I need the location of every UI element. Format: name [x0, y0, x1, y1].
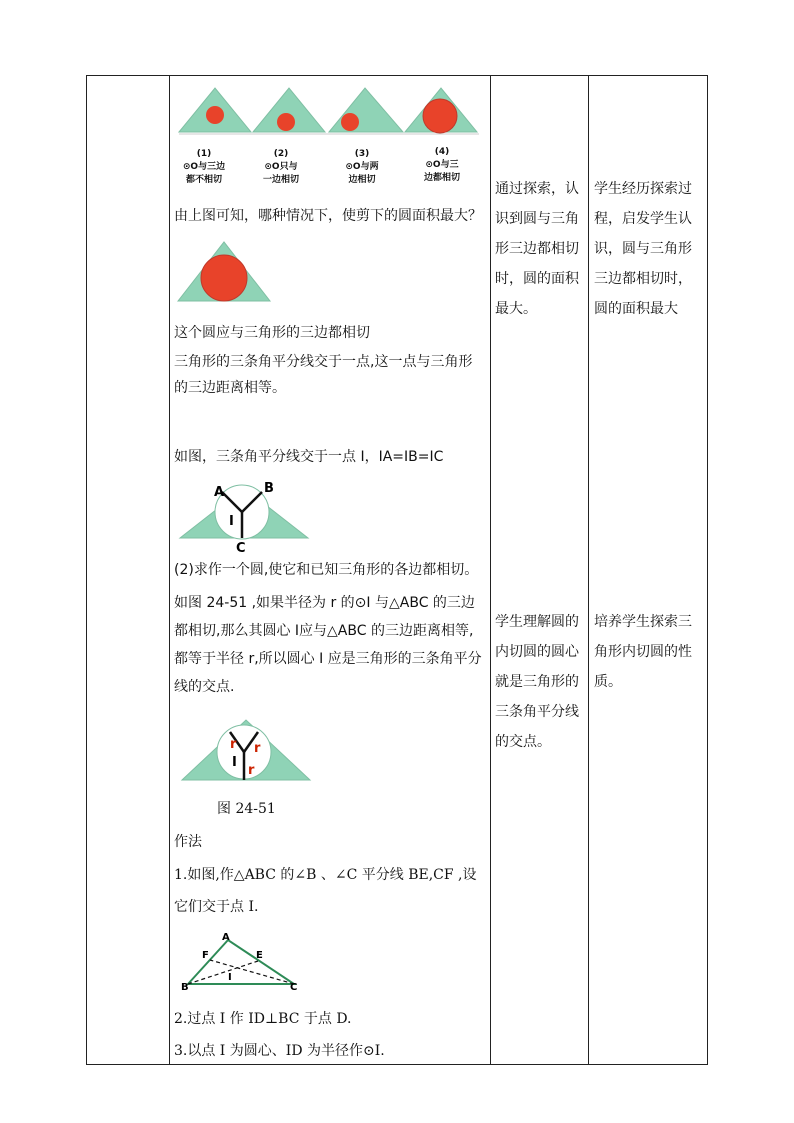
- step-3: 3.以点 I 为圆心、ID 为半径作⊙I.: [174, 1043, 385, 1059]
- circle-case-2: [277, 113, 295, 131]
- bisector-figure-2: [180, 718, 316, 784]
- case-caption-3: (3) ⊙O与两 边相切: [345, 149, 379, 185]
- triangle-abc: [188, 940, 294, 984]
- step-2: 2.过点 I 作 ID⊥BC 于点 D.: [174, 1011, 352, 1027]
- red-circle: [201, 255, 247, 301]
- label-r-2: r: [254, 741, 261, 756]
- answer-line-2: 三角形的三条角平分线交于一点,这一点与三角形的三边距离相等。: [174, 354, 473, 396]
- statement-text: 如图，三条角平分线交于一点 I，IA=IB=IC: [174, 449, 444, 465]
- task2-text: (2)求作一个圆,使它和已知三角形的各边都相切。: [174, 562, 479, 578]
- question-text: 由上图可知，哪种情况下，使剪下的圆面积最大？: [174, 208, 482, 224]
- label-i: I: [229, 514, 234, 529]
- case-caption-4: (4) ⊙O与三 边都相切: [423, 147, 460, 183]
- label-c: C: [290, 982, 298, 993]
- label-e: E: [256, 950, 263, 961]
- label-a: A: [222, 932, 230, 943]
- answer-line-1: 这个圆应与三角形的三边都相切: [174, 325, 370, 341]
- student-activity-1: 通过探索，认识到圆与三角形三边都相切时，圆的面积最大。: [495, 181, 579, 317]
- bisector-figure-1: [178, 478, 314, 558]
- figure-caption: 图 24-51: [217, 801, 276, 817]
- column-divider: [588, 76, 589, 1064]
- student-activity-2: 学生理解圆的内切圆的圆心就是三角形的三条角平分线的交点。: [495, 614, 579, 750]
- circle-case-1: [206, 106, 224, 124]
- label-b: B: [181, 982, 189, 993]
- column-divider: [490, 76, 491, 1064]
- inscribed-circle-figure: [176, 240, 276, 304]
- intent-1: 学生经历探索过程，启发学生认识，圆与三角形三边都相切时，圆的面积最大: [594, 181, 692, 317]
- step-1: 1.如图,作△ABC 的∠B 、∠C 平分线 BE,CF ,设它们交于点 I.: [174, 867, 477, 915]
- circle-case-3: [341, 113, 359, 131]
- task2-detail: 如图 24-51 ,如果半径为 r 的⊙I 与△ABC 的三边都相切,那么其圆心 I应与△ABC 的三边距离相等,都等于半径 r,所以圆心 I 应是三角形的三条角平分线的交点.: [174, 595, 482, 695]
- column-divider: [169, 76, 170, 1064]
- circle-case-4: [423, 99, 457, 133]
- intent-2: 培养学生探索三角形内切圆的性质。: [594, 614, 692, 690]
- label-i: I: [232, 755, 237, 770]
- method-title: 作法: [174, 834, 202, 850]
- label-c: C: [236, 541, 246, 556]
- label-r-3: r: [248, 763, 255, 778]
- label-b: B: [264, 481, 274, 496]
- construction-figure: [178, 928, 302, 994]
- triangle-case-3: [329, 88, 403, 132]
- label-f: F: [202, 950, 209, 961]
- label-r-1: r: [230, 737, 237, 752]
- label-i: I: [228, 972, 232, 983]
- label-a: A: [214, 485, 225, 500]
- case-caption-1: (1) ⊙O与三边 都不相切: [182, 149, 226, 185]
- case-caption-2: (2) ⊙O只与 一边相切: [262, 149, 299, 185]
